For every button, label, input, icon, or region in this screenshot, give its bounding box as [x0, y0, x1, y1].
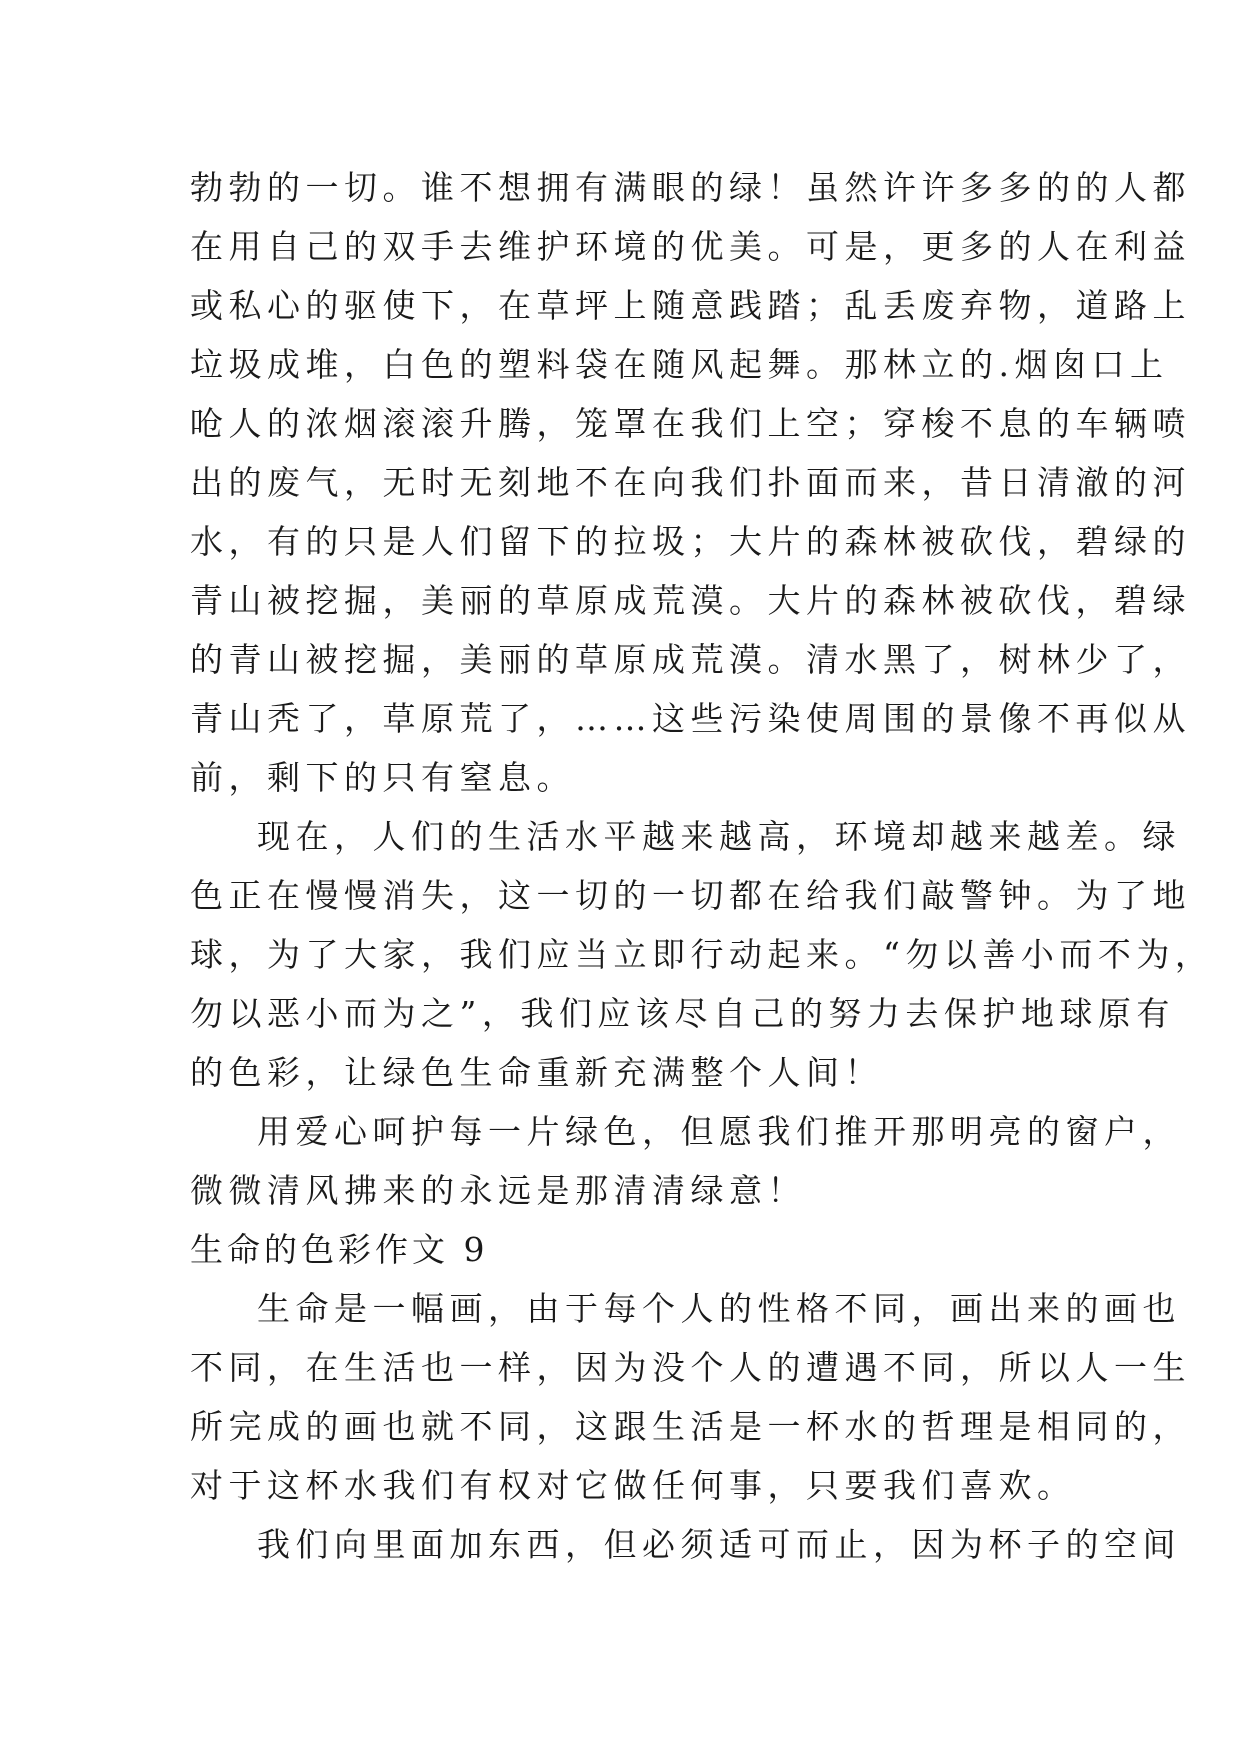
- text-line: 的色彩，让绿色生命重新充满整个人间！: [190, 1053, 883, 1092]
- text-line: 对于这杯水我们有权对它做任何事，只要我们喜欢。: [190, 1466, 1076, 1505]
- text-line: 勿以恶小而为之”，我们应该尽自己的努力去保护地球原有: [190, 994, 1175, 1033]
- text-line: 垃圾成堆，白色的塑料袋在随风起舞。那林立的.烟囱口上: [190, 345, 1169, 384]
- document-body: [190, 158, 1214, 1574]
- text-line: 青山被挖掘，美丽的草原成荒漠。大片的森林被砍伐，碧绿: [190, 581, 1191, 620]
- text-line: 的青山被挖掘，美丽的草原成荒漠。清水黑了，树林少了，: [190, 640, 1191, 679]
- text-line: 青山秃了，草原荒了，……这些污染使周围的景像不再似从: [190, 699, 1191, 738]
- text-line: 色正在慢慢消失，这一切的一切都在给我们敲警钟。为了地: [190, 876, 1191, 915]
- paragraph-start-line: 现在，人们的生活水平越来越高，环境却越来越差。绿: [257, 817, 1181, 856]
- section-heading: 生命的色彩作文 9: [190, 1230, 489, 1269]
- text-line: 微微清风拂来的永远是那清清绿意！: [190, 1171, 806, 1210]
- paragraph-start-line: 生命是一幅画，由于每个人的性格不同，画出来的画也: [257, 1289, 1181, 1328]
- text-line: 水，有的只是人们留下的拉圾；大片的森林被砍伐，碧绿的: [190, 522, 1191, 561]
- text-line: 前，剩下的只有窒息。: [190, 758, 575, 797]
- text-line: 在用自己的双手去维护环境的优美。可是，更多的人在利益: [190, 227, 1191, 266]
- paragraph-start-line: 用爱心呵护每一片绿色，但愿我们推开那明亮的窗户，: [257, 1112, 1181, 1151]
- text-line: 或私心的驱使下，在草坪上随意践踏；乱丢废弃物，道路上: [190, 286, 1191, 325]
- text-line: 呛人的浓烟滚滚升腾，笼罩在我们上空；穿梭不息的车辆喷: [190, 404, 1191, 443]
- paragraph-start-line: 我们向里面加东西，但必须适可而止，因为杯子的空间: [257, 1525, 1181, 1564]
- text-line: 不同，在生活也一样，因为没个人的遭遇不同，所以人一生: [190, 1348, 1191, 1387]
- text-line: 出的废气，无时无刻地不在向我们扑面而来，昔日清澈的河: [190, 463, 1191, 502]
- text-line: 球，为了大家，我们应当立即行动起来。“勿以善小而不为，: [190, 935, 1214, 974]
- text-line: 所完成的画也就不同，这跟生活是一杯水的哲理是相同的，: [190, 1407, 1191, 1446]
- text-line: 勃勃的一切。谁不想拥有满眼的绿！虽然许许多多的的人都: [190, 168, 1191, 207]
